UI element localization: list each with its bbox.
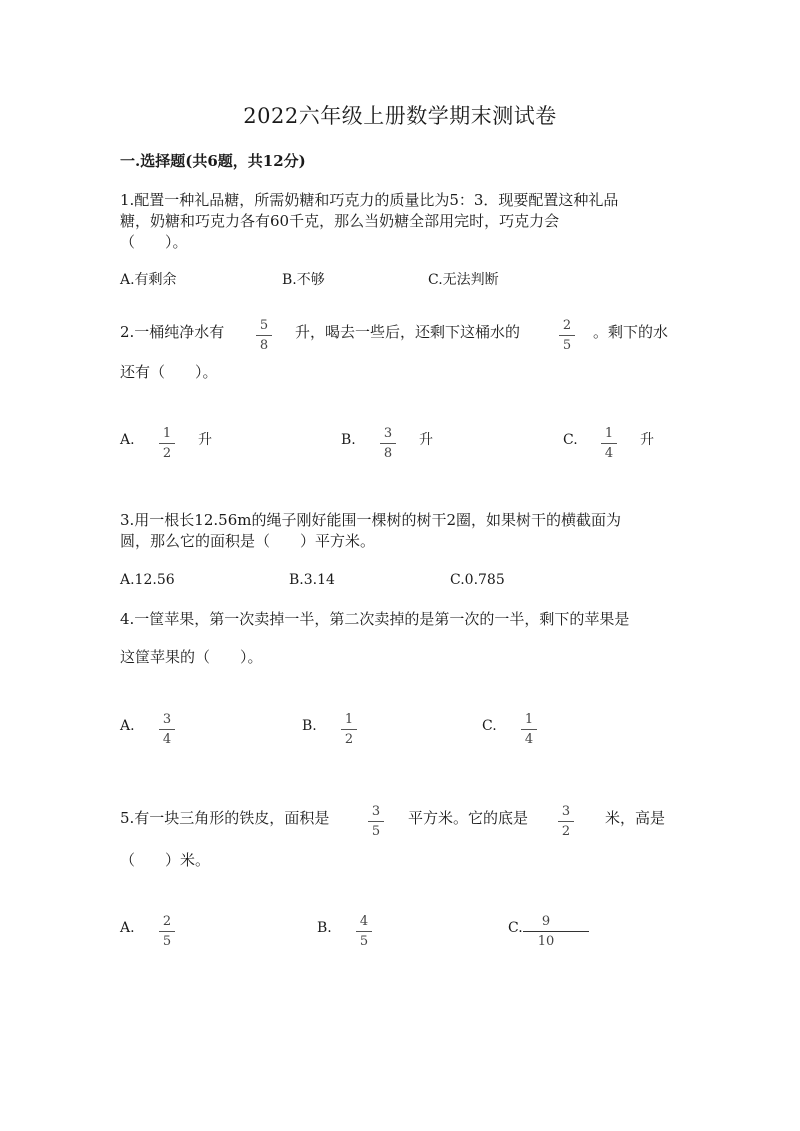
q3-line-2: 圆，那么它的面积是（ ）平方米。	[120, 532, 376, 550]
fraction-numerator: 9	[541, 914, 551, 929]
option-label: A.	[120, 432, 135, 448]
fraction-denominator: 5	[371, 824, 381, 839]
fraction-bar	[341, 729, 357, 730]
fraction-numerator: 3	[162, 712, 172, 727]
fraction-denominator: 8	[383, 446, 393, 461]
option-label: B.	[341, 432, 356, 448]
option-fraction	[156, 712, 178, 747]
fraction-numerator: 1	[604, 426, 614, 441]
fraction-bar	[256, 335, 272, 336]
fraction-numerator: 4	[359, 914, 369, 929]
option-label: C.	[563, 432, 578, 448]
q3-line-1: 3.用一根长12.56m的绳子刚好能围一棵树的树干2圈，如果树干的横截面为	[120, 511, 622, 529]
q2-text-middle: 升，喝去一些后，还剩下这桶水的	[295, 323, 521, 341]
q5-fraction-area	[365, 804, 387, 839]
option-unit: 升	[198, 432, 212, 448]
fraction-denominator: 8	[259, 338, 269, 353]
option-label: A.	[120, 718, 135, 734]
q1-option-a[interactable]: A.有剩余	[120, 272, 177, 288]
option-unit: 升	[419, 432, 433, 448]
q1-line-1: 1.配置一种礼品糖，所需奶糖和巧克力的质量比为5：3．现要配置这种礼品	[120, 191, 619, 209]
option-fraction	[518, 712, 540, 747]
q5-fraction-base	[555, 804, 577, 839]
fraction-rule-line	[523, 931, 589, 932]
fraction-bar	[521, 729, 537, 730]
q2-fraction-remaining	[556, 318, 578, 353]
fraction-bar	[558, 821, 574, 822]
fraction-numerator: 3	[561, 804, 571, 819]
fraction-denominator: 10	[537, 934, 555, 949]
option-label: B.	[317, 920, 332, 936]
q5-text-middle: 平方米。它的底是	[408, 809, 529, 827]
fraction-denominator: 4	[524, 732, 534, 747]
option-fraction	[156, 914, 178, 949]
option-fraction	[338, 712, 360, 747]
fraction-bar	[356, 931, 372, 932]
q3-option-b[interactable]: B.3.14	[289, 572, 335, 588]
option-fraction	[156, 426, 178, 461]
option-label: B.	[302, 718, 317, 734]
q1-option-c[interactable]: C.无法判断	[428, 272, 499, 288]
fraction-numerator: 5	[259, 318, 269, 333]
option-unit: 升	[640, 432, 654, 448]
option-fraction	[377, 426, 399, 461]
q2-fraction-total	[253, 318, 275, 353]
q4-line-2: 这筐苹果的（ ）。	[120, 648, 263, 666]
q2-line-2: 还有（ ）。	[120, 363, 218, 381]
q3-option-c[interactable]: C.0.785	[450, 572, 505, 588]
fraction-denominator: 5	[359, 934, 369, 949]
fraction-bar	[159, 443, 175, 444]
option-fraction	[598, 426, 620, 461]
fraction-denominator: 5	[162, 934, 172, 949]
fraction-bar	[159, 729, 175, 730]
fraction-bar	[601, 443, 617, 444]
q3-option-a[interactable]: A.12.56	[120, 572, 175, 588]
q4-line-1: 4.一筐苹果，第一次卖掉一半，第二次卖掉的是第一次的一半，剩下的苹果是	[120, 610, 630, 628]
fraction-numerator: 2	[162, 914, 172, 929]
q5-text-end: 米，高是	[605, 809, 666, 827]
fraction-denominator: 4	[162, 732, 172, 747]
fraction-numerator: 3	[371, 804, 381, 819]
fraction-bar	[559, 335, 575, 336]
fraction-bar	[368, 821, 384, 822]
fraction-denominator: 2	[344, 732, 354, 747]
q1-line-3: （ ）。	[120, 233, 188, 251]
fraction-bar	[159, 931, 175, 932]
q1-option-b[interactable]: B.不够	[282, 272, 325, 288]
q1-line-2: 糖，奶糖和巧克力各有60千克，那么当奶糖全部用完时，巧克力会	[120, 212, 560, 230]
fraction-numerator: 1	[162, 426, 172, 441]
q5-text-start: 5.有一块三角形的铁皮，面积是	[120, 809, 330, 827]
fraction-denominator: 4	[604, 446, 614, 461]
option-label: C.	[508, 920, 523, 936]
option-label: A.	[120, 920, 135, 936]
fraction-numerator: 1	[524, 712, 534, 727]
fraction-denominator: 2	[162, 446, 172, 461]
option-fraction	[353, 914, 375, 949]
fraction-numerator: 1	[344, 712, 354, 727]
q2-text-end: 。剩下的水	[593, 323, 669, 341]
page-title: 2022六年级上册数学期末测试卷	[243, 104, 557, 128]
fraction-numerator: 2	[562, 318, 572, 333]
fraction-bar	[380, 443, 396, 444]
fraction-denominator: 5	[562, 338, 572, 353]
option-label: C.	[482, 718, 497, 734]
section-heading: 一.选择题(共6题，共12分)	[120, 152, 306, 170]
q5-line-2: （ ）米。	[120, 851, 211, 869]
q2-text-start: 2.一桶纯净水有	[120, 323, 225, 341]
fraction-numerator: 3	[383, 426, 393, 441]
fraction-denominator: 2	[561, 824, 571, 839]
